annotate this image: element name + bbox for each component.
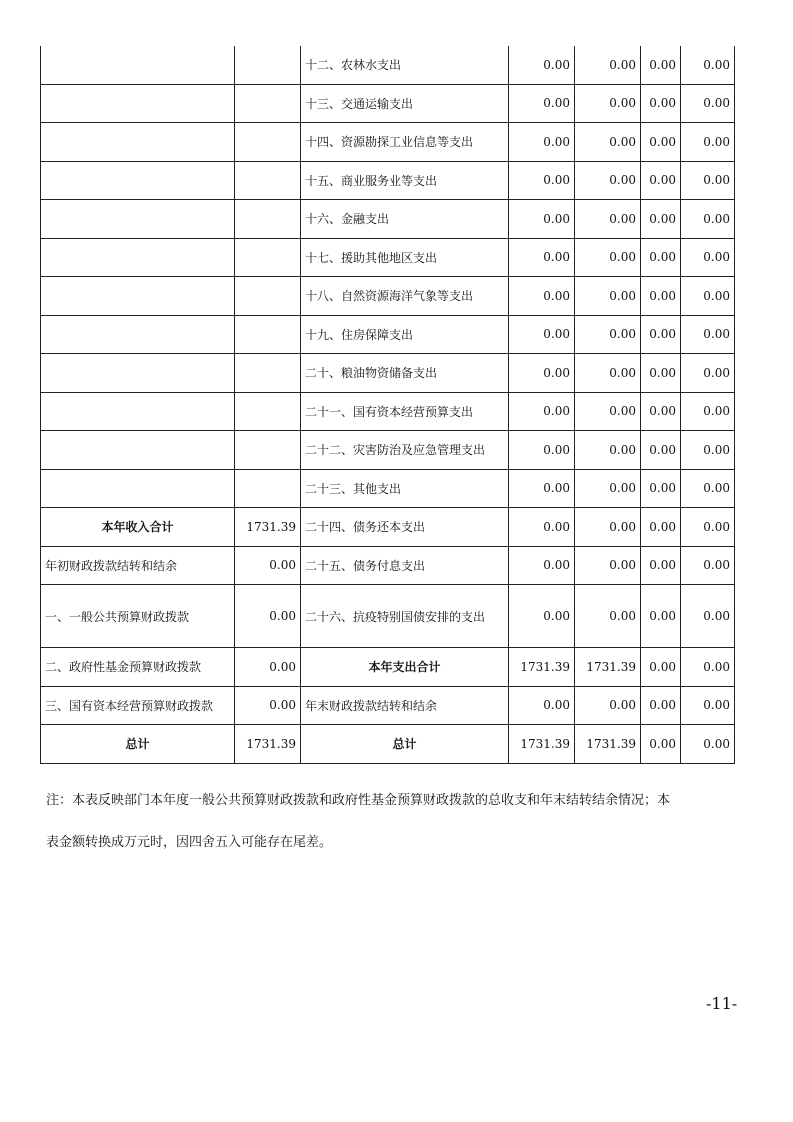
income-item-cell <box>41 123 235 162</box>
expense-item-cell: 十四、资源勘探工业信息等支出 <box>301 123 509 162</box>
general-budget-cell: 0.00 <box>575 585 641 648</box>
gov-fund-cell: 0.00 <box>641 431 681 470</box>
table-row <box>41 315 735 354</box>
table-row <box>41 277 735 316</box>
income-item-cell <box>41 392 235 431</box>
income-amount-cell <box>235 354 301 393</box>
state-capital-cell: 0.00 <box>681 431 735 470</box>
income-amount-cell <box>235 161 301 200</box>
gov-fund-cell: 0.00 <box>641 161 681 200</box>
expense-item-cell: 十六、金融支出 <box>301 200 509 239</box>
expense-item-cell: 十三、交通运输支出 <box>301 84 509 123</box>
income-amount-cell: 0.00 <box>235 546 301 585</box>
income-item-cell <box>41 200 235 239</box>
income-item-cell <box>41 431 235 470</box>
expense-total-cell: 1731.39 <box>509 648 575 687</box>
general-budget-cell: 0.00 <box>575 508 641 547</box>
expense-item-cell: 总计 <box>301 725 509 764</box>
general-budget-cell: 0.00 <box>575 315 641 354</box>
income-item-cell <box>41 354 235 393</box>
income-amount-cell <box>235 431 301 470</box>
income-item-cell: 总计 <box>41 725 235 764</box>
expense-total-cell: 0.00 <box>509 46 575 84</box>
income-item-cell <box>41 46 235 84</box>
table-row <box>41 200 735 239</box>
expense-total-cell: 0.00 <box>509 315 575 354</box>
expense-item-cell: 二十二、灾害防治及应急管理支出 <box>301 431 509 470</box>
state-capital-cell: 0.00 <box>681 585 735 648</box>
income-item-cell: 一、一般公共预算财政拨款 <box>41 585 235 648</box>
general-budget-cell: 0.00 <box>575 546 641 585</box>
expense-total-cell: 0.00 <box>509 686 575 725</box>
expense-item-cell: 十八、自然资源海洋气象等支出 <box>301 277 509 316</box>
table-row <box>41 585 735 648</box>
income-amount-cell <box>235 46 301 84</box>
income-amount-cell: 0.00 <box>235 648 301 687</box>
state-capital-cell: 0.00 <box>681 546 735 585</box>
expense-item-cell: 十五、商业服务业等支出 <box>301 161 509 200</box>
state-capital-cell: 0.00 <box>681 277 735 316</box>
gov-fund-cell: 0.00 <box>641 686 681 725</box>
expense-total-cell: 0.00 <box>509 431 575 470</box>
general-budget-cell: 0.00 <box>575 686 641 725</box>
gov-fund-cell: 0.00 <box>641 585 681 648</box>
expense-total-cell: 0.00 <box>509 469 575 508</box>
general-budget-cell: 0.00 <box>575 431 641 470</box>
expense-item-cell: 十二、农林水支出 <box>301 46 509 84</box>
expense-item-cell: 二十、粮油物资储备支出 <box>301 354 509 393</box>
state-capital-cell: 0.00 <box>681 354 735 393</box>
general-budget-cell: 0.00 <box>575 123 641 162</box>
table-note <box>46 780 746 864</box>
expense-total-cell: 0.00 <box>509 84 575 123</box>
table-row <box>41 546 735 585</box>
income-amount-cell: 1731.39 <box>235 725 301 764</box>
state-capital-cell: 0.00 <box>681 123 735 162</box>
general-budget-cell: 0.00 <box>575 200 641 239</box>
budget-table <box>40 46 735 764</box>
table-row <box>41 123 735 162</box>
table-row <box>41 508 735 547</box>
expense-total-cell: 0.00 <box>509 200 575 239</box>
expense-total-cell: 0.00 <box>509 392 575 431</box>
state-capital-cell: 0.00 <box>681 46 735 84</box>
state-capital-cell: 0.00 <box>681 238 735 277</box>
state-capital-cell: 0.00 <box>681 392 735 431</box>
gov-fund-cell: 0.00 <box>641 354 681 393</box>
expense-item-cell: 本年支出合计 <box>301 648 509 687</box>
table-row <box>41 84 735 123</box>
table-row <box>41 469 735 508</box>
gov-fund-cell: 0.00 <box>641 469 681 508</box>
gov-fund-cell: 0.00 <box>641 648 681 687</box>
expense-total-cell: 0.00 <box>509 585 575 648</box>
income-item-cell <box>41 238 235 277</box>
expense-item-cell: 二十三、其他支出 <box>301 469 509 508</box>
general-budget-cell: 0.00 <box>575 46 641 84</box>
expense-total-cell: 0.00 <box>509 161 575 200</box>
income-amount-cell <box>235 469 301 508</box>
state-capital-cell: 0.00 <box>681 508 735 547</box>
expense-total-cell: 0.00 <box>509 508 575 547</box>
income-amount-cell <box>235 238 301 277</box>
income-item-cell <box>41 469 235 508</box>
table-row <box>41 392 735 431</box>
state-capital-cell: 0.00 <box>681 84 735 123</box>
income-amount-cell <box>235 392 301 431</box>
general-budget-cell: 1731.39 <box>575 648 641 687</box>
income-amount-cell: 1731.39 <box>235 508 301 547</box>
state-capital-cell: 0.00 <box>681 725 735 764</box>
page-number: -11- <box>706 994 738 1013</box>
general-budget-cell: 0.00 <box>575 469 641 508</box>
income-amount-cell <box>235 123 301 162</box>
income-amount-cell: 0.00 <box>235 686 301 725</box>
income-amount-cell: 0.00 <box>235 585 301 648</box>
general-budget-cell: 0.00 <box>575 84 641 123</box>
gov-fund-cell: 0.00 <box>641 46 681 84</box>
income-amount-cell <box>235 84 301 123</box>
general-budget-cell: 0.00 <box>575 161 641 200</box>
table-row <box>41 238 735 277</box>
note-line-1: 注：本表反映部门本年度一般公共预算财政拨款和政府性基金预算财政拨款的总收支和年末结转结余情况；本 <box>46 793 671 808</box>
gov-fund-cell: 0.00 <box>641 508 681 547</box>
state-capital-cell: 0.00 <box>681 161 735 200</box>
state-capital-cell: 0.00 <box>681 686 735 725</box>
expense-total-cell: 0.00 <box>509 277 575 316</box>
table-row <box>41 725 735 764</box>
general-budget-cell: 0.00 <box>575 354 641 393</box>
income-item-cell: 三、国有资本经营预算财政拨款 <box>41 686 235 725</box>
income-amount-cell <box>235 315 301 354</box>
income-item-cell: 二、政府性基金预算财政拨款 <box>41 648 235 687</box>
expense-total-cell: 0.00 <box>509 238 575 277</box>
gov-fund-cell: 0.00 <box>641 123 681 162</box>
expense-item-cell: 二十六、抗疫特别国债安排的支出 <box>301 585 509 648</box>
income-item-cell <box>41 315 235 354</box>
gov-fund-cell: 0.00 <box>641 725 681 764</box>
gov-fund-cell: 0.00 <box>641 238 681 277</box>
income-amount-cell <box>235 200 301 239</box>
expense-item-cell: 年末财政拨款结转和结余 <box>301 686 509 725</box>
general-budget-cell: 0.00 <box>575 392 641 431</box>
expense-item-cell: 十九、住房保障支出 <box>301 315 509 354</box>
general-budget-cell: 1731.39 <box>575 725 641 764</box>
income-item-cell: 年初财政拨款结转和结余 <box>41 546 235 585</box>
gov-fund-cell: 0.00 <box>641 277 681 316</box>
expense-item-cell: 二十一、国有资本经营预算支出 <box>301 392 509 431</box>
general-budget-cell: 0.00 <box>575 277 641 316</box>
state-capital-cell: 0.00 <box>681 469 735 508</box>
note-line-2: 表金额转换成万元时，因四舍五入可能存在尾差。 <box>46 835 333 850</box>
income-item-cell <box>41 161 235 200</box>
gov-fund-cell: 0.00 <box>641 392 681 431</box>
state-capital-cell: 0.00 <box>681 315 735 354</box>
table-row <box>41 648 735 687</box>
table-row <box>41 686 735 725</box>
expense-total-cell: 1731.39 <box>509 725 575 764</box>
expense-total-cell: 0.00 <box>509 546 575 585</box>
gov-fund-cell: 0.00 <box>641 546 681 585</box>
income-amount-cell <box>235 277 301 316</box>
expense-total-cell: 0.00 <box>509 354 575 393</box>
gov-fund-cell: 0.00 <box>641 315 681 354</box>
table-row <box>41 431 735 470</box>
table-row <box>41 161 735 200</box>
state-capital-cell: 0.00 <box>681 200 735 239</box>
income-item-cell: 本年收入合计 <box>41 508 235 547</box>
expense-item-cell: 十七、援助其他地区支出 <box>301 238 509 277</box>
gov-fund-cell: 0.00 <box>641 84 681 123</box>
general-budget-cell: 0.00 <box>575 238 641 277</box>
table-row <box>41 46 735 84</box>
expense-item-cell: 二十四、债务还本支出 <box>301 508 509 547</box>
expense-item-cell: 二十五、债务付息支出 <box>301 546 509 585</box>
income-item-cell <box>41 84 235 123</box>
state-capital-cell: 0.00 <box>681 648 735 687</box>
income-item-cell <box>41 277 235 316</box>
gov-fund-cell: 0.00 <box>641 200 681 239</box>
expense-total-cell: 0.00 <box>509 123 575 162</box>
table-row <box>41 354 735 393</box>
